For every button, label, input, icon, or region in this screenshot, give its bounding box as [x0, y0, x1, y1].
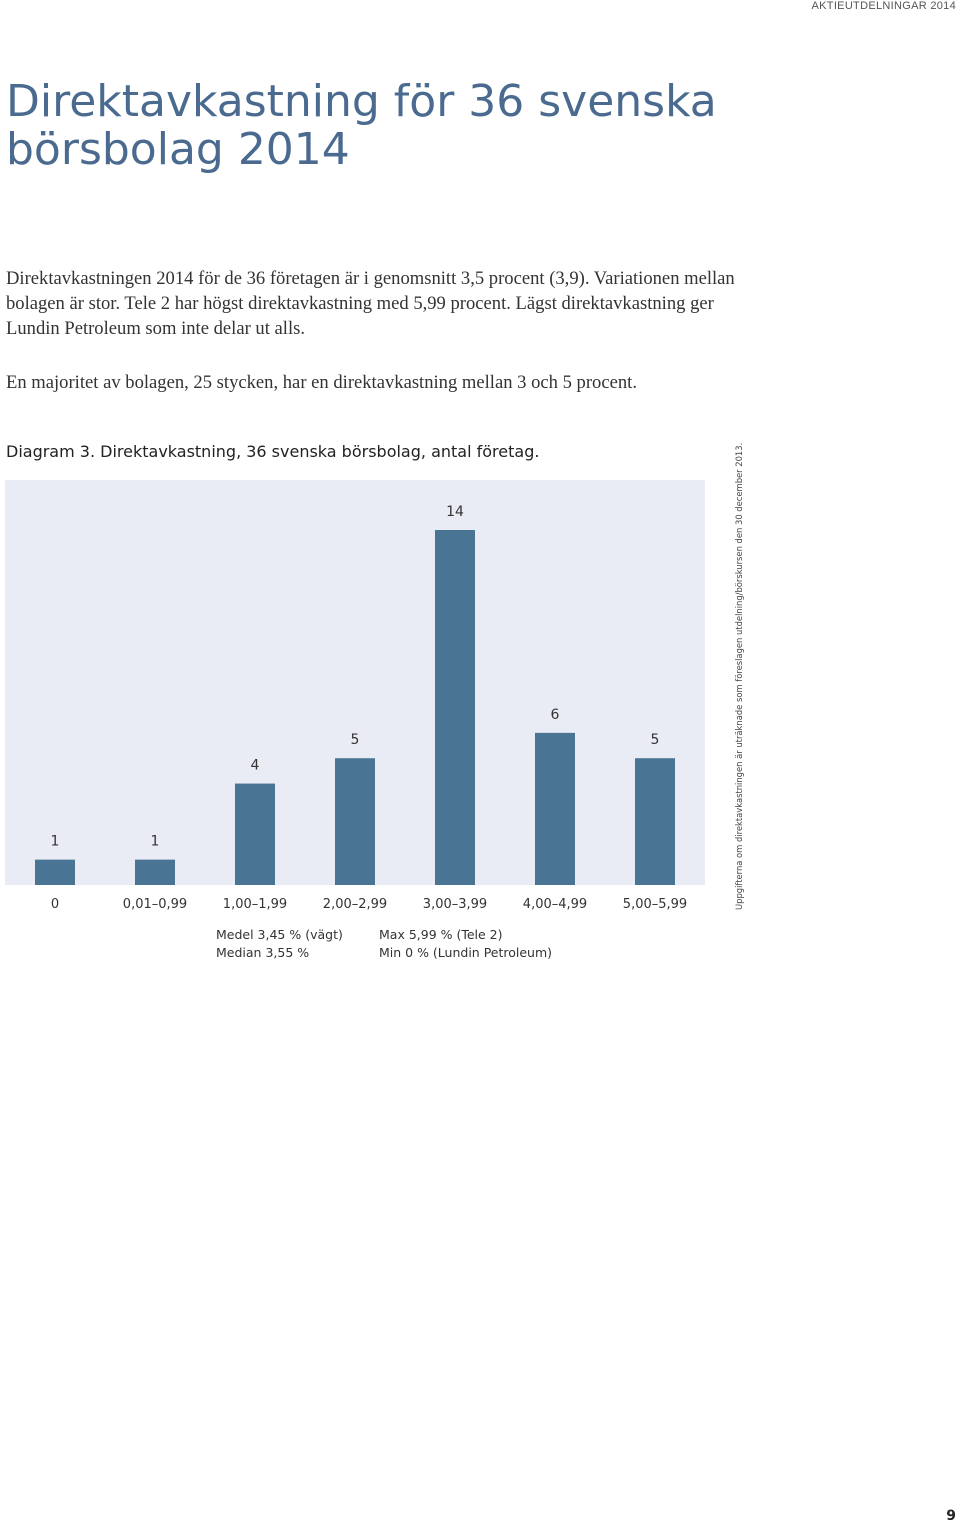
- stat-mean: Medel 3,45 % (vägt): [216, 927, 343, 942]
- bar-value-label-2: 4: [250, 757, 260, 774]
- stats-left: [216, 926, 343, 962]
- stat-min: Min 0 % (Lundin Petroleum): [379, 945, 553, 960]
- bar-2: [235, 784, 275, 885]
- x-tick-label-0: 0: [50, 897, 60, 912]
- bar-value-label-6: 5: [650, 732, 660, 749]
- intro-paragraph: Direktavkastningen 2014 för de 36 företagen är i genomsnitt 3,5 procent (3,9). Variationen mellan bolagen är stor. Tele 2 har högst direktavkastning med 5,99 procent. Lägst direktavkastning ger Lundin Petroleum som inte delar ut alls.: [6, 268, 735, 339]
- stats-right: [379, 926, 552, 962]
- section-label: AKTIEUTDELNINGAR 2014: [811, 0, 956, 12]
- x-tick-label-1: 0,01–0,99: [122, 897, 188, 912]
- x-tick-label-5: 4,00–4,99: [522, 897, 588, 912]
- x-tick-label-6: 5,00–5,99: [622, 897, 688, 912]
- x-tick-label-4: 3,00–3,99: [422, 897, 488, 912]
- bar-value-label-5: 6: [550, 706, 560, 723]
- chart-title: Diagram 3. Direktavkastning, 36 svenska börsbolag, antal företag.: [6, 442, 540, 461]
- bar-3: [335, 758, 375, 885]
- bar-0: [35, 860, 75, 885]
- source-note: Uppgifterna om direktavkastningen är uträknade som föreslagen utdelning/börskursen den 30 december 2013.: [734, 442, 744, 910]
- x-tick-label-2: 1,00–1,99: [222, 897, 288, 912]
- bar-6: [635, 758, 675, 885]
- page-number: 9: [946, 1508, 956, 1524]
- bar-5: [535, 733, 575, 885]
- bar-value-label-3: 5: [350, 732, 360, 749]
- bar-1: [135, 860, 175, 885]
- page-title: Direktavkastning för 36 svenska börsbolag 2014: [6, 76, 717, 175]
- majority-paragraph: En majoritet av bolagen, 25 stycken, har en direktavkastning mellan 3 och 5 procent.: [6, 372, 637, 393]
- stat-max: Max 5,99 % (Tele 2): [379, 927, 503, 942]
- bar-value-label-0: 1: [50, 833, 60, 850]
- bar-value-label-1: 1: [150, 833, 160, 850]
- bar-4: [435, 530, 475, 885]
- stat-median: Median 3,55 %: [216, 945, 310, 960]
- bar-value-label-4: 14: [446, 504, 464, 520]
- x-tick-label-3: 2,00–2,99: [322, 897, 388, 912]
